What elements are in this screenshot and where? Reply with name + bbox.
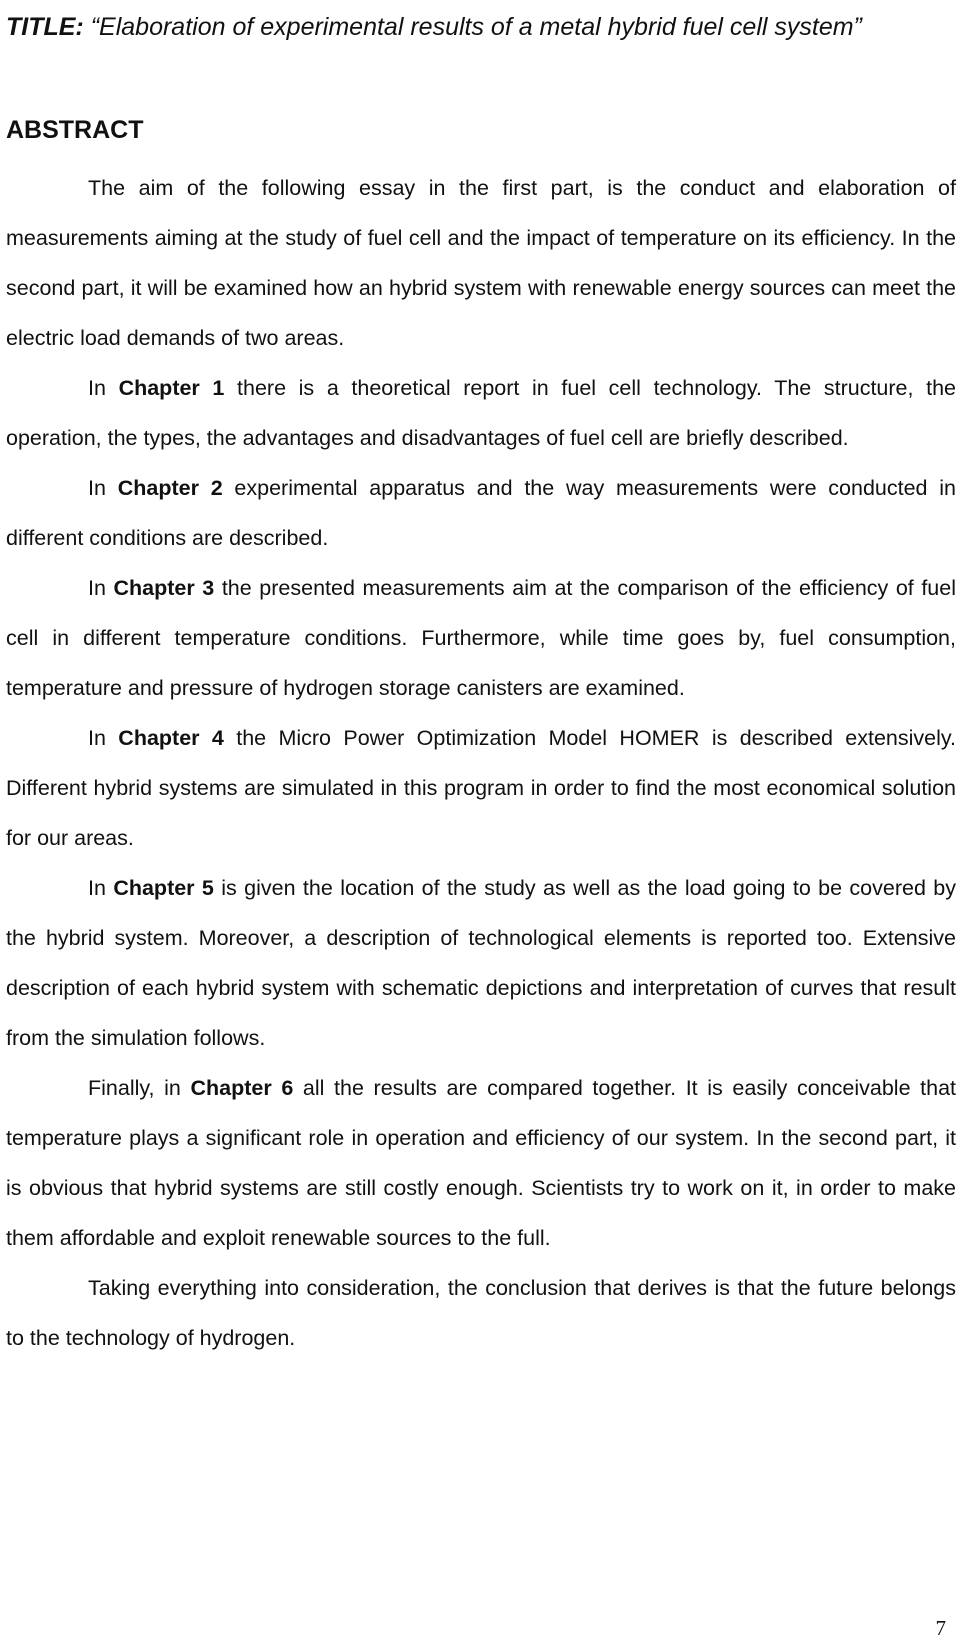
chapter-reference: Chapter 2 <box>117 476 223 500</box>
chapter-reference: Chapter 4 <box>118 726 224 750</box>
paragraph-text: experimental apparatus and the way measurements were conducted in different conditions are described. <box>6 476 957 550</box>
chapter-reference: Chapter 5 <box>113 876 214 900</box>
paragraph-text-lead: Finally, in <box>88 1076 191 1100</box>
abstract-paragraph-7 <box>6 1063 956 1263</box>
paragraph-text: The aim of the following essay in the first part, is the conduct and elaboration of measurements aiming at the study of fuel cell and the impact of temperature on its efficiency. In the second part, it will be examined how an hybrid system with renewable energy sources can meet the electric load demands of two areas. <box>6 176 956 350</box>
paragraph-text: there is a theoretical report in fuel cell technology. The structure, the operation, the types, the advantages and disadvantages of fuel cell are briefly described. <box>6 376 956 450</box>
paragraph-text: Taking everything into consideration, the conclusion that derives is that the future belongs to the technology of hydrogen. <box>6 1276 956 1350</box>
abstract-paragraph-8 <box>6 1263 956 1363</box>
abstract-paragraph-6 <box>6 863 956 1063</box>
paragraph-text-lead: In <box>88 726 119 750</box>
paragraph-text: the Micro Power Optimization Model HOMER is described extensively. Different hybrid systems are simulated in this program in order to find the most economical solution for our areas. <box>6 726 957 850</box>
title-text: “Elaboration of experimental results of a metal hybrid fuel cell system” <box>90 13 862 41</box>
paragraph-text-lead: In <box>88 476 118 500</box>
paragraph-text-lead: In <box>88 376 119 400</box>
abstract-paragraph-1 <box>6 163 956 363</box>
document-title <box>6 2 936 52</box>
abstract-paragraph-2 <box>6 363 956 463</box>
abstract-paragraph-5 <box>6 713 956 863</box>
page-number: 7 <box>935 1616 946 1640</box>
chapter-reference: Chapter 1 <box>118 376 225 400</box>
paragraph-text-lead: In <box>88 876 114 900</box>
title-label: TITLE: <box>6 13 84 41</box>
abstract-body <box>6 163 956 1363</box>
abstract-paragraph-4 <box>6 563 956 713</box>
paragraph-text-lead: In <box>88 576 114 600</box>
chapter-reference: Chapter 3 <box>113 576 215 600</box>
chapter-reference: Chapter 6 <box>190 1076 294 1100</box>
paragraph-text: all the results are compared together. It is easily conceivable that temperature plays a significant role in operation and efficiency of our system. In the second part, it is obvious that hybrid systems are still costly enough. Scientists try to work on it, in order to make them affordable and exploit renewable sources to the full. <box>6 1076 957 1250</box>
paragraph-text: is given the location of the study as well as the load going to be covered by the hybrid system. Moreover, a description of technological elements is reported too. Extensive description of each hybrid system with schematic depictions and interpretation of curves that result from the simulation follows. <box>6 876 957 1050</box>
abstract-paragraph-3 <box>6 463 956 563</box>
abstract-heading: ABSTRACT <box>6 116 144 144</box>
paragraph-text: the presented measurements aim at the comparison of the efficiency of fuel cell in different temperature conditions. Furthermore, while time goes by, fuel consumption, temperature and pressure of hydrogen storage canisters are examined. <box>6 576 956 700</box>
